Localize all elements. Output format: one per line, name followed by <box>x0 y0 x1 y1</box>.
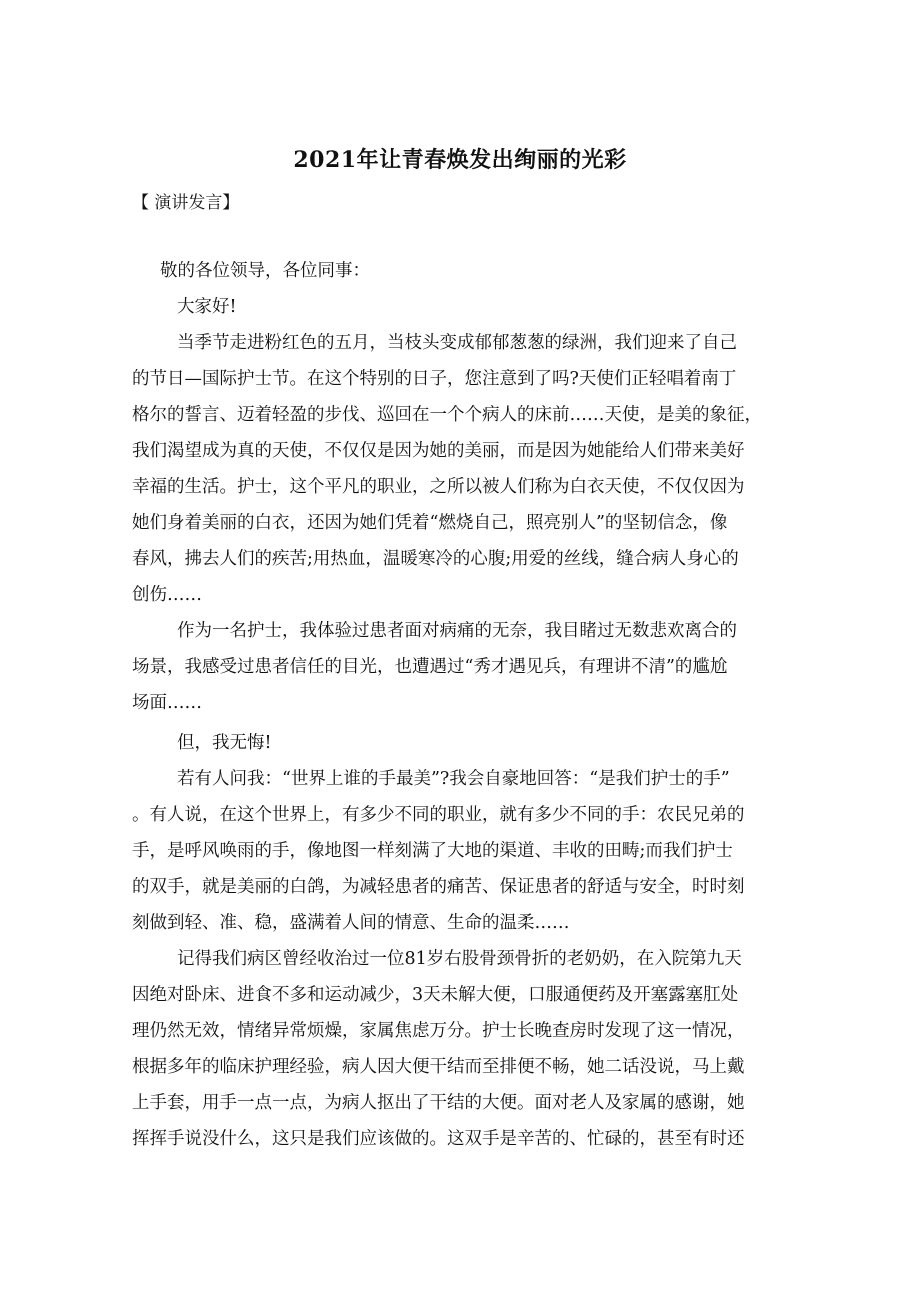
text-line: 我们渴望成为真的天使，不仅仅是因为她的美丽，而是因为她能给人们带来美好 <box>132 441 745 461</box>
text-line: 当季节走进粉红色的五月，当枝头变成郁郁葱葱的绿洲，我们迎来了自己 <box>177 333 737 353</box>
text-line: 大家好! <box>177 297 237 317</box>
text-line: 幸福的生活。护士，这个平凡的职业，之所以被人们称为白衣天使，不仅仅因为 <box>132 477 745 497</box>
text-line: 因绝对卧床、进食不多和运动减少，3天未解大便，口服通便药及开塞露塞肛处 <box>132 985 739 1005</box>
text-line: 手，是呼风唤雨的手，像地图一样刻满了大地的渠道、丰收的田畴;而我们护士 <box>132 841 733 861</box>
text-line: 上手套，用手一点一点，为病人抠出了干结的大便。面对老人及家属的感谢，她 <box>132 1093 745 1113</box>
text-line: 场景，我感受过患者信任的目光，也遭遇过“秀才遇见兵，有理讲不清”的尴尬 <box>132 657 728 677</box>
text-line: 场面…… <box>132 693 202 713</box>
page-title: 2021年让青春焕发出绚丽的光彩 <box>293 147 627 173</box>
text-line: 创伤…… <box>132 585 202 605</box>
category-tag: 【 演讲发言】 <box>132 193 240 213</box>
text-line: 。有人说，在这个世界上，有多少不同的职业，就有多少不同的手：农民兄弟的 <box>132 805 745 825</box>
text-line: 春风，拂去人们的疾苦;用热血，温暖寒冷的心腹;用爱的丝线，缝合病人身心的 <box>132 549 739 569</box>
text-line: 根据多年的临床护理经验，病人因大便干结而至排便不畅，她二话没说，马上戴 <box>132 1057 745 1077</box>
text-line: 敬的各位领导，各位同事： <box>160 261 370 281</box>
text-line: 格尔的誓言、迈着轻盈的步伐、巡回在一个个病人的床前……天使，是美的象征， <box>132 405 762 425</box>
text-line: 若有人问我：“世界上谁的手最美”?我会自豪地回答：“是我们护士的手” <box>177 769 730 789</box>
text-line: 挥挥手说没什么，这只是我们应该做的。这双手是辛苦的、忙碌的，甚至有时还 <box>132 1129 745 1149</box>
text-line: 的节日—国际护士节。在这个特别的日子，您注意到了吗?天使们正轻唱着南丁 <box>132 369 737 389</box>
text-line: 刻做到轻、准、稳，盛满着人间的情意、生命的温柔…… <box>132 913 570 933</box>
text-line: 她们身着美丽的白衣，还因为她们凭着“燃烧自己，照亮别人”的坚韧信念，像 <box>132 513 728 533</box>
text-line: 作为一名护士，我体验过患者面对病痛的无奈，我目睹过无数悲欢离合的 <box>177 621 737 641</box>
text-line: 但，我无悔! <box>177 733 272 753</box>
text-line: 的双手，就是美丽的白鸽，为减轻患者的痛苦、保证患者的舒适与安全，时时刻 <box>132 877 745 897</box>
text-line: 理仍然无效，情绪异常烦燥，家属焦虑万分。护士长晚查房时发现了这一情况， <box>132 1021 745 1041</box>
text-line: 记得我们病区曾经收治过一位81岁右股骨颈骨折的老奶奶，在入院第九天 <box>177 949 742 969</box>
